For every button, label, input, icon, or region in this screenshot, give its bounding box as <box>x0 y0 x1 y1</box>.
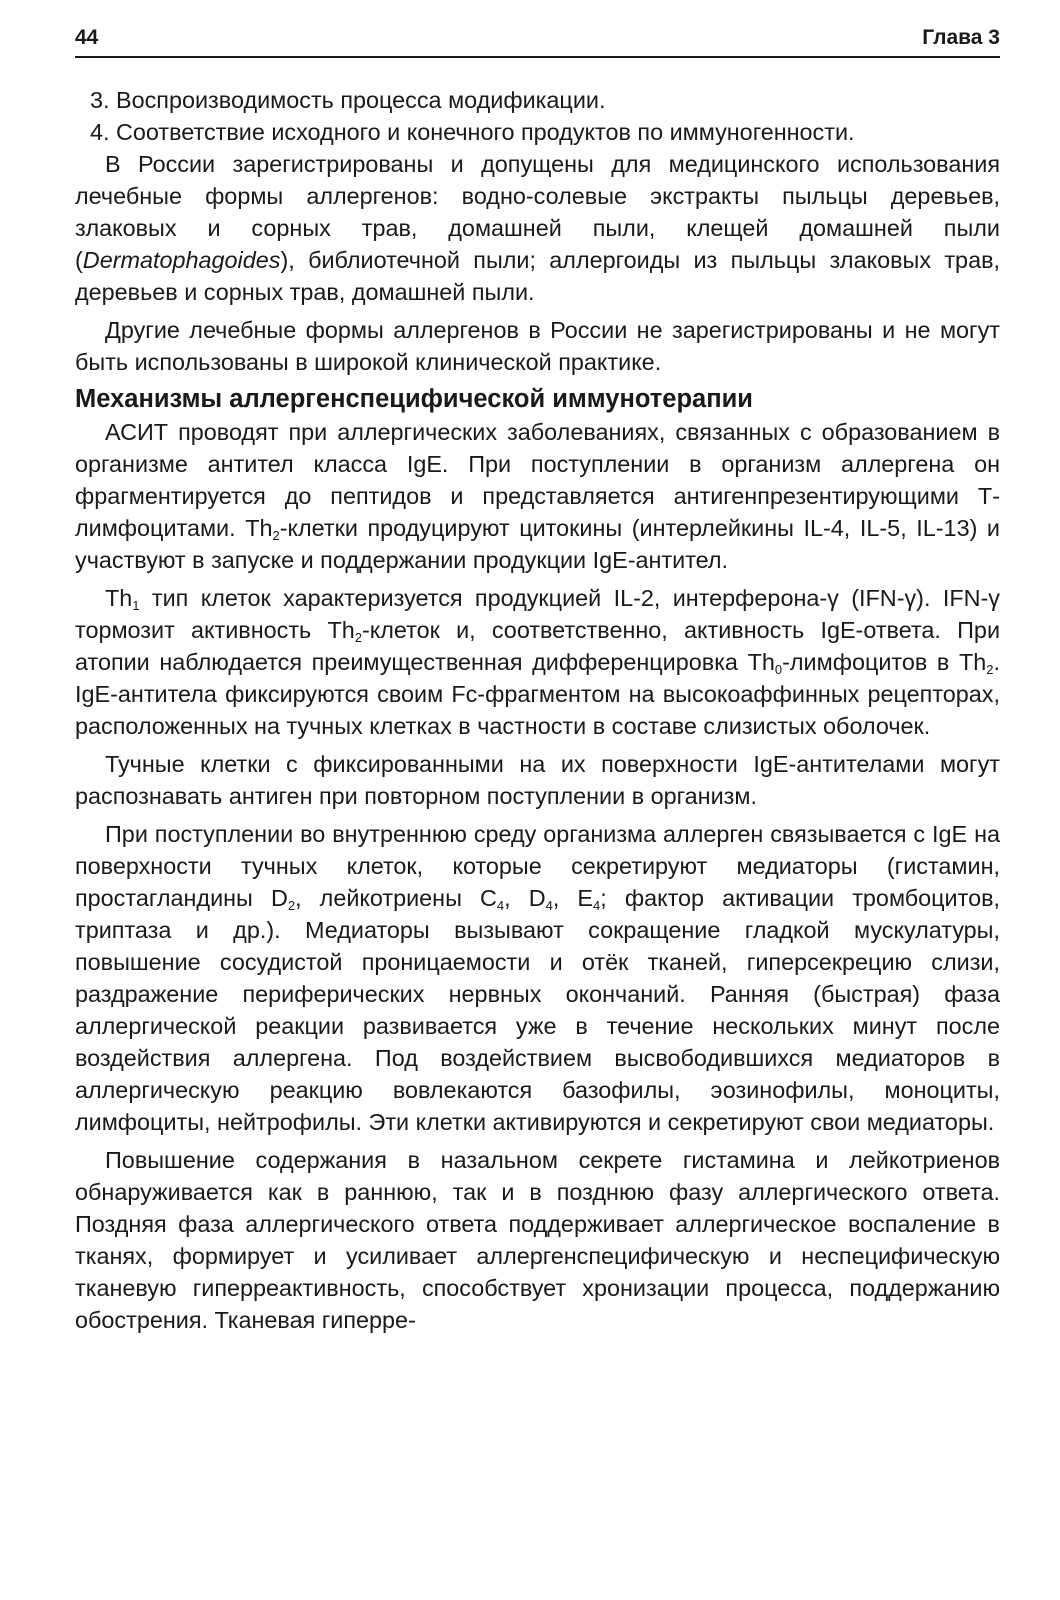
page-number: 44 <box>75 26 99 49</box>
section-heading: Механизмы аллергенспецифической иммунотерапии <box>75 385 753 413</box>
paragraph-th1-cells: $Th_1$ тип клеток характеризуется продукцией IL-2, интерферона-γ (IFN-γ). IFN-γ тормозит активность $Th_2$-клеток и, соответственно, активность IgE-ответа. При атопии наблюдается преимущественная дифференцировка $Th_0$-лимфоцитов в $Th_2$. IgE-антитела фиксируются своим Fc-фрагментом на высокоаффинных рецепторах, расположенных на тучных клетках в частности в составе слизистых оболочек. <box>75 585 1001 739</box>
page-content <box>75 84 1000 1336</box>
paragraph-other-forms: Другие лечебные формы аллергенов в России не зарегистрированы и не могут быть использованы в широкой клинической практике. <box>75 317 1000 375</box>
list-item: 4. Соответствие исходного и конечного продуктов по иммуногенности. <box>90 119 855 145</box>
paragraph-mast-cells: Тучные клетки с фиксированными на их поверхности IgE-антителами могут распознавать антиген при повторном поступлении в организм. <box>75 751 1000 809</box>
paragraph-registered-allergens: В России зарегистрированы и допущены для медицинского использования лечебные формы аллергенов: водно-солевые экстракты пыльцы деревьев, злаковых и сорных трав, домашней пыли, клещей домашней пыли (Dermatophagoides), библиотечной пыли; аллергоиды из пыльцы злаковых трав, деревьев и сорных трав, домашней пыли. <box>75 151 1000 305</box>
list-item: 3. Воспроизводимость процесса модификации. <box>90 87 606 113</box>
chapter-title: Глава 3 <box>922 26 1000 49</box>
paragraph-late-phase: Повышение содержания в назальном секрете гистамина и лейкотриенов обнаруживается как в раннюю, так и в позднюю фазу аллергического ответа. Поздняя фаза аллергического ответа поддерживает аллергическое воспаление в тканях, формирует и усиливает аллергенспецифическую и неспецифическую тканевую гиперреактивность, способствует хронизации процесса, поддержанию обострения. Тканевая гиперре- <box>75 1147 1000 1333</box>
species-name: Dermatophagoides <box>82 247 281 273</box>
running-header <box>75 22 1000 58</box>
paragraph-early-phase: При поступлении во внутреннюю среду организма аллерген связывается с IgE на поверхности тучных клеток, которые секретируют медиаторы (гистамин, простагландины $D_2$, лейкотриены $C_4$, $D_4$, $E_4$; фактор активации тромбоцитов, триптаза и др.). Медиаторы вызывают сокращение гладкой мускулатуры, повышение сосудистой проницаемости и отёк тканей, гиперсекрецию слизи, раздражение периферических нервных окончаний. Ранняя (быстрая) фаза аллергической реакции развивается уже в течение нескольких минут после воздействия аллергена. Под воздействием высвободившихся медиаторов в аллергическую реакцию вовлекаются базофилы, эозинофилы, моноциты, лимфоциты, нейтрофилы. Эти клетки активируются и секретируют свои медиаторы. <box>75 821 1001 1135</box>
paragraph-asit-mechanism: АСИТ проводят при аллергических заболеваниях, связанных с образованием в организме антител класса IgE. При поступлении в организм аллергена он фрагментируется до пептидов и представляется антигенпрезентирующими Т-лимфоцитами. $Th_2$-клетки продуцируют цитокины (интерлейкины IL-4, IL-5, IL-13) и участвуют в запуске и поддержании продукции IgE-антител. <box>75 419 1001 573</box>
